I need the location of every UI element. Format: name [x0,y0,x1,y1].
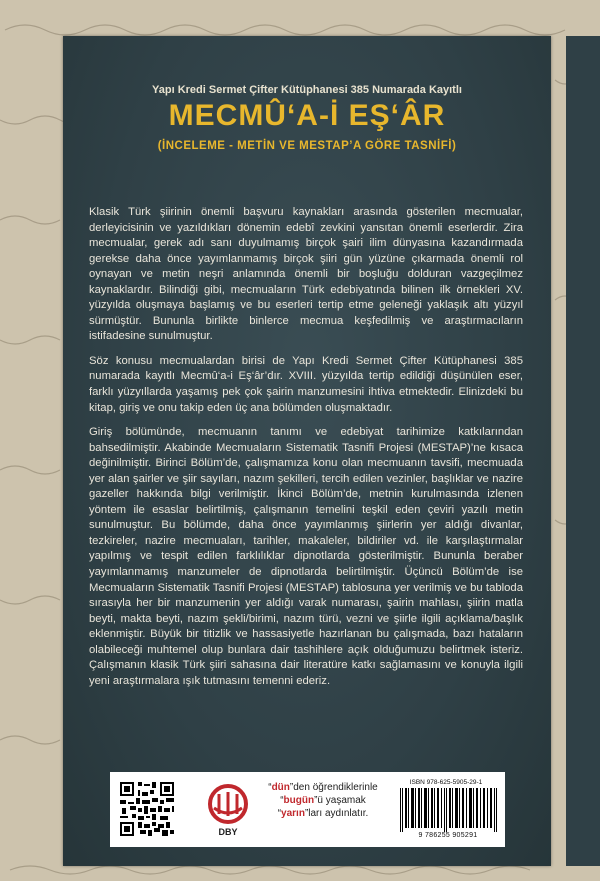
qr-code-icon [118,780,176,838]
isbn-label: ISBN 978-625-5905-29-1 [409,779,483,786]
publisher-logo [206,784,250,838]
back-cover-panel [63,36,551,866]
blurb-paragraph-2: Söz konusu mecmualardan birisi de Yapı Kredi Sermet Çifter Kütüphanesi 385 numarada kayıtlı Mecmû‘a-i Eş‘âr’dır. XVIII. yüzyılda tertip edildiği düşünülen eser, farklı yüzyıllarda yaşamış pek çok şairin manzumesini ihtiva etmektedir. Elinizdeki bu kitap, giriş ve onu takip eden üç ana bölümden oluşmaktadır. [89,354,523,414]
back-cover-edge [566,36,600,866]
svg-text:DBY: DBY [218,827,238,837]
blurb-paragraph-3: Giriş bölümünde, mecmuanın tanımı ve edebiyat tarihimize katkılarından bahsedilmiştir. Akabinde Mecmuaların Sistematik Tasnifi Projesi (MESTAP)’ne kısaca değinilmiştir. Birinci Bölüm’de, çalışmamıza konu olan mecmuanın tavsifi, mecmuada yer alan şairler ve şiir sayıları, nazım şekilleri, tercih edilen vezinler, başlıklar ve nazire gazeller hakkında bilgi verilmiştir. İkinci Bölüm’de, metnin kurulmasında izlenen yöntem ile esaslar belirtilmiş, çalışmanın temelini teşkil eden çeviri yazılı metin sunulmuştur. Bu bölümde, daha önce yayımlanmış şiirlerin yer aldığı divanlar, tezkireler, nazire mecmuaları, tarihler, makaleler, bildiriler vd. ile karşılaştırmalar yapılmış ve tespit edilen farklılıklar dipnotlarda gösterilmiştir. Bununla beraber yayımlanmamış manzumeler de dipnotlarda belirtilmiştir. Üçüncü Bölüm’de ise Mecmuaların Sistematik Tasnifi Projesi (MESTAP) tablosuna yer verilmiş ve bu tabloda sırasıyla her bir manzumenin yer aldığı varak numarası, şairin mahlası, şiirin matla beyti, makta beyti, nazım şekli/birimi, nazım türü, vezni ve şiirle ilgili açıklama/başlık eklenmiştir. Büyük bir titizlik ve hassasiyetle hazırlanan bu çalışmada, bazı hataların olabileceği muhtemel olup bunlara dair tashihlere açık olduğumuzu belirtmek isteriz. Çalışmanın klasik Türk şiiri sahasına dair literatüre katkı sağlamasını ve konuyla ilgili yeni araştırmalara ışık tutmasını temenni ederiz. [89,426,523,687]
blurb-paragraph-1: Klasik Türk şiirinin önemli başvuru kaynakları arasında gösterilen mecmualar, derleyicisinin ve yazıldıkları dönemin edebî zevkini yansıtan önemli eserlerdir. Zira mecmualar, gerek adı sanı duyulmamış birçok şairi ilim dünyasına kazandırmada gerekse daha önce yayımlanmamış birçok şiiri gün yüzüne çıkarmada önemli rol oynayan ve metin neşri anlamında önemli bir boşluğu dolduran vazgeçilmez kaynaklardır. Bilindiği gibi, mecmuaların Türk edebiyatında bilinen ilk örnekleri XV. yüzyılda oluşmaya başlamış ve bu eserleri tertip etme geleneği yaklaşık altı yüzyıl sürmüştür. Bununla birlikte binlerce mecmua keşfedilmiş ve araştırmacıların istifadesine sunulmuştur. [89,206,523,343]
book-subtitle: (İNCELEME - METİN VE MESTAP’A GÖRE TASNİFİ) [157,140,457,152]
library-record-line: Yapı Kredi Sermet Çifter Kütüphanesi 385 Numarada Kayıtlı [152,84,462,96]
barcode-number: 9 786255 905291 [418,832,478,839]
publisher-slogan: “dün”den öğrendiklerinle “bugün”ü yaşamak “yarın”ları aydınlatır. [268,782,378,819]
blurb-text [89,205,523,698]
publisher-footer [110,772,505,847]
book-title: MECMÛ‘A-İ EŞ‘ÂR [168,99,446,132]
barcode-icon [400,788,498,832]
